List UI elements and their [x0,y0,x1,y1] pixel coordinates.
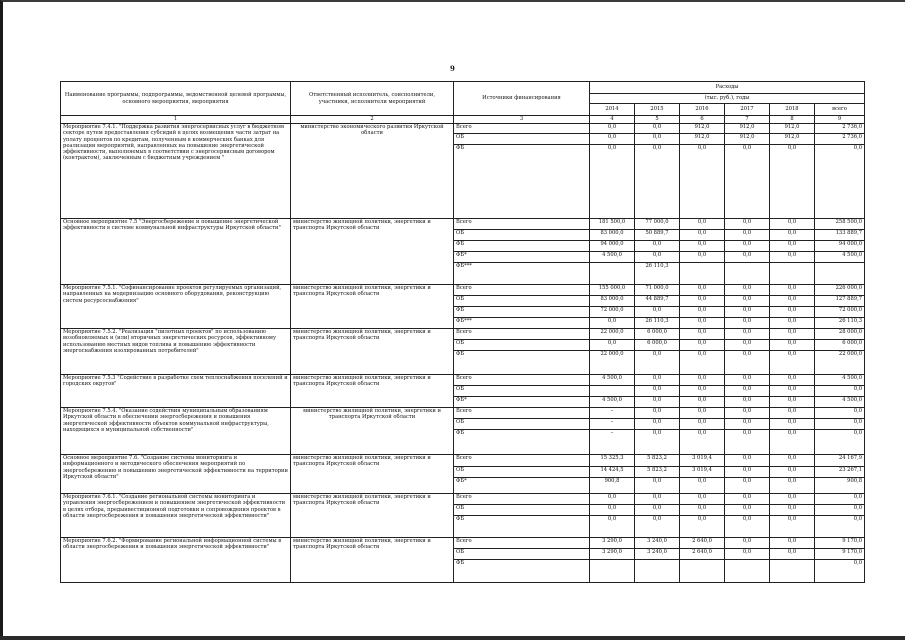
amount-cell: 0,0 [635,145,680,219]
amount-cell [725,560,770,583]
page-number: 9 [450,64,455,73]
funding-source: ФБ* [454,397,590,408]
amount-total: 72 000,0 [815,307,865,318]
amount-cell: 4 500,0 [590,397,635,408]
funding-source: ОБ [454,230,590,241]
amount-cell: 3 290,0 [590,549,635,560]
amount-cell: 0,0 [770,494,815,505]
funding-source: Всего [454,375,590,386]
header-year: 2017 [725,104,770,116]
amount-cell: 3 019,4 [680,467,725,478]
amount-cell: 0,0 [590,516,635,538]
amount-total: 0,0 [815,560,865,583]
responsible-executor: министерство жилищной политики, энергетики и транспорта Иркутской области [291,538,454,583]
amount-cell: 0,0 [725,455,770,467]
amount-cell: 0,0 [635,241,680,252]
header-units: (тыс. руб.), годы [590,94,865,104]
funding-source: ФБ* [454,478,590,494]
measure-name: Мероприятие 7.5.4. "Оказание содействия муниципальным образованиям Иркутской области в обеспечении энергосбережения и повышения энергетической эффективности объектов коммунальной инфраструктуры, находящихся в муниципальной собственности" [61,408,291,455]
column-index: 5 [635,116,680,124]
amount-cell: 0,0 [770,549,815,560]
amount-cell: 50 889,7 [635,230,680,241]
amount-cell: 0,0 [725,478,770,494]
amount-cell: 181 500,0 [590,219,635,230]
amount-cell: 0,0 [680,219,725,230]
amount-cell: 900,8 [590,478,635,494]
column-index: 7 [725,116,770,124]
amount-cell: 0,0 [680,252,725,263]
funding-source: ОБ [454,386,590,397]
responsible-executor: министерство экономического развития Иркутской области [291,124,454,219]
amount-cell: 0,0 [680,145,725,219]
header-year: 2018 [770,104,815,116]
amount-cell: 94 000,0 [590,241,635,252]
amount-cell: 0,0 [770,505,815,516]
amount-cell: 0,0 [590,124,635,134]
measure-name: Мероприятие 7.6.2. "Формирование региональной информационной системы в области энергосбережения и повышения энергетической эффективности" [61,538,291,583]
amount-cell: 0,0 [770,285,815,296]
funding-source: ОБ [454,505,590,516]
amount-total: 0,0 [815,145,865,219]
amount-cell: 0,0 [725,397,770,408]
amount-total: 24 167,9 [815,455,865,467]
table-body [61,124,865,583]
amount-cell: 0,0 [770,516,815,538]
amount-cell: 0,0 [635,375,680,386]
amount-cell: 0,0 [770,455,815,467]
amount-cell: 0,0 [725,340,770,351]
column-index: 3 [454,116,590,124]
amount-cell: 0,0 [680,505,725,516]
amount-cell: 3 019,4 [680,455,725,467]
amount-cell: 15 325,3 [590,455,635,467]
amount-cell: 912,0 [725,124,770,134]
column-index: 4 [590,116,635,124]
amount-cell: 0,0 [635,134,680,145]
header-responsible: Ответственный исполнитель, соисполнители, участники, исполнители мероприятий [291,82,454,116]
amount-cell: 0,0 [725,430,770,455]
funding-source: ОБ [454,340,590,351]
responsible-executor: министерство жилищной политики, энергетики и транспорта Иркутской области [291,375,454,408]
amount-cell: 0,0 [770,296,815,307]
amount-cell: 4 500,0 [590,375,635,386]
table-row [61,285,865,296]
amount-cell: 0,0 [770,419,815,430]
amount-total: 0,0 [815,430,865,455]
funding-source: ФБ [454,145,590,219]
amount-cell: 0,0 [680,318,725,329]
amount-cell: 0,0 [680,430,725,455]
amount-cell: 912,0 [680,124,725,134]
amount-cell: 0,0 [680,397,725,408]
amount-cell: 0,0 [635,494,680,505]
amount-total: 4 500,0 [815,397,865,408]
measure-name: Мероприятие 7.5.1. "Софинансирование проектов регулируемых организаций, направленных на модернизацию основного оборудования, реконструкцию систем ресурсоснабжения" [61,285,291,329]
amount-cell: 0,0 [725,296,770,307]
amount-cell: 0,0 [635,124,680,134]
amount-cell: 0,0 [680,494,725,505]
funding-source: Всего [454,494,590,505]
amount-cell: 0,0 [680,285,725,296]
amount-cell: 0,0 [725,252,770,263]
responsible-executor: министерство жилищной политики, энергетики и транспорта Иркутской области [291,408,454,455]
amount-total: 94 000,0 [815,241,865,252]
amount-cell: 0,0 [635,516,680,538]
table-row [61,124,865,134]
amount-cell: 0,0 [635,430,680,455]
amount-cell: 0,0 [770,145,815,219]
amount-cell: 0,0 [770,375,815,386]
funding-source: ФБ*** [454,263,590,285]
amount-cell: 0,0 [635,478,680,494]
amount-cell: 0,0 [590,494,635,505]
amount-cell: 0,0 [770,397,815,408]
amount-cell: 0,0 [725,467,770,478]
column-index: 9 [815,116,865,124]
amount-cell: 0,0 [725,351,770,375]
amount-cell: 83 000,0 [590,296,635,307]
responsible-executor: министерство жилищной политики, энергетики и транспорта Иркутской области [291,285,454,329]
amount-cell: 0,0 [590,505,635,516]
amount-cell [770,263,815,285]
amount-cell: 0,0 [770,386,815,397]
amount-cell: 0,0 [770,241,815,252]
amount-cell: 0,0 [770,329,815,340]
amount-cell: 0,0 [635,307,680,318]
funding-source: Всего [454,408,590,419]
amount-cell [635,560,680,583]
amount-cell [770,560,815,583]
amount-cell: 0,0 [680,351,725,375]
header-year: 2016 [680,104,725,116]
amount-cell: 0,0 [770,430,815,455]
funding-source: ФБ [454,241,590,252]
amount-cell: 0,0 [680,478,725,494]
amount-total: 6 000,0 [815,340,865,351]
amount-cell: 0,0 [635,397,680,408]
funding-source: Всего [454,538,590,549]
funding-source: ФБ [454,516,590,538]
amount-cell: 0,0 [635,505,680,516]
financing-table [60,81,865,583]
amount-cell: 4 500,0 [590,252,635,263]
amount-total: 258 500,0 [815,219,865,230]
amount-total: 127 889,7 [815,296,865,307]
amount-cell: 0,0 [680,241,725,252]
amount-cell: 0,0 [725,230,770,241]
amount-cell: 26 110,3 [635,318,680,329]
funding-source: ОБ [454,134,590,145]
amount-cell: 0,0 [680,375,725,386]
funding-source: ОБ [454,419,590,430]
measure-name: Основное мероприятие 7.5 "Энергосбережение и повышение энергетической эффективности в системе коммунальной инфраструктуры Иркутской области" [61,219,291,285]
amount-total: 23 267,1 [815,467,865,478]
amount-total: 26 110,3 [815,318,865,329]
amount-total: 0,0 [815,419,865,430]
amount-total: 2 736,0 [815,124,865,134]
amount-cell: 3 240,0 [635,538,680,549]
measure-name: Мероприятие 7.4.1. "Поддержка развития энергосервисных услуг в бюджетном секторе путем предоставления субсидий в целях возмещения части затрат на уплату процентов по кредитам, полученным в коммерческих банках для реализации мероприятий, направленных на повышение энергетической эффективности, выполняемых в соответствии с энергосервисным договором (контрактом), заключенным с бюджетным учреждением " [61,124,291,219]
amount-cell: 0,0 [635,252,680,263]
amount-cell: 0,0 [770,219,815,230]
amount-cell: 22 000,0 [590,329,635,340]
amount-cell: 0,0 [725,329,770,340]
amount-cell [680,263,725,285]
table-row [61,538,865,549]
amount-cell: 0,0 [770,340,815,351]
amount-total: 2 736,0 [815,134,865,145]
amount-cell: 0,0 [770,307,815,318]
measure-name: Основное мероприятие 7.6. "Создание системы мониторинга и информационного и методического обеспечения мероприятий по энергосбережению и повышению энергетической эффективности на территории Иркутской области" [61,455,291,494]
measure-name: Мероприятие 7.5.3 "Содействие в разработке схем теплоснабжения поселений и городских округов" [61,375,291,408]
header-year: 2014 [590,104,635,116]
amount-cell: 0,0 [635,386,680,397]
amount-cell: 0,0 [725,419,770,430]
amount-cell: 0,0 [770,252,815,263]
amount-total: 4 500,0 [815,252,865,263]
responsible-executor: министерство жилищной политики, энергетики и транспорта Иркутской области [291,219,454,285]
funding-source: Всего [454,285,590,296]
column-index: 2 [291,116,454,124]
amount-cell [590,263,635,285]
amount-cell: 3 240,0 [635,549,680,560]
amount-cell: 6 000,0 [635,340,680,351]
funding-source: ОБ [454,296,590,307]
header-year: 2015 [635,104,680,116]
amount-cell [590,386,635,397]
amount-cell: 0,0 [680,516,725,538]
funding-source: ФБ [454,307,590,318]
amount-cell: 0,0 [725,241,770,252]
amount-cell: 0,0 [590,318,635,329]
amount-total: 900,8 [815,478,865,494]
amount-cell: 2 640,0 [680,549,725,560]
amount-total: 0,0 [815,516,865,538]
funding-source: ФБ [454,560,590,583]
amount-cell: 0,0 [770,318,815,329]
amount-cell: 0,0 [725,494,770,505]
responsible-executor: министерство жилищной политики, энергетики и транспорта Иркутской области [291,494,454,538]
amount-cell: 44 889,7 [635,296,680,307]
amount-cell: 2 640,0 [680,538,725,549]
amount-cell: 0,0 [725,375,770,386]
table-row [61,408,865,419]
amount-cell: 5 823,2 [635,455,680,467]
table-row [61,455,865,467]
amount-total: 0,0 [815,408,865,419]
amount-total: 4 500,0 [815,375,865,386]
header-name: Наименование программы, подпрограммы, ведомственной целевой программы, основного мероприятия, мероприятия [61,82,291,116]
amount-cell: 0,0 [635,408,680,419]
amount-cell: 0,0 [770,230,815,241]
column-index: 1 [61,116,291,124]
amount-cell: 5 823,2 [635,467,680,478]
amount-cell: 0,0 [590,134,635,145]
measure-name: Мероприятие 7.6.1. "Создание региональной системы мониторинга и управления энергосбережением и повышением энергетической эффективности в целях отбора, предынвестиционной подготовки и сопровождения проектов в области энергосбережения и повышения энергетической эффективности" [61,494,291,538]
funding-source: Всего [454,455,590,467]
amount-cell: 0,0 [725,549,770,560]
amount-cell: 912,0 [725,134,770,145]
amount-cell: 0,0 [770,467,815,478]
amount-cell [725,263,770,285]
amount-cell: 22 000,0 [590,351,635,375]
amount-cell: 0,0 [680,408,725,419]
amount-cell: 0,0 [770,538,815,549]
amount-cell: 0,0 [680,329,725,340]
amount-cell: 912,0 [770,134,815,145]
responsible-executor: министерство жилищной политики, энергетики и транспорта Иркутской области [291,455,454,494]
amount-cell: 0,0 [770,351,815,375]
amount-cell: 72 000,0 [590,307,635,318]
amount-cell: 0,0 [770,478,815,494]
amount-cell: 0,0 [680,386,725,397]
amount-cell: 0,0 [725,386,770,397]
funding-source: Всего [454,219,590,230]
amount-total: 28 000,0 [815,329,865,340]
amount-cell: 77 000,0 [635,219,680,230]
scan-bottom-edge [0,636,905,640]
amount-total: 226 000,0 [815,285,865,296]
table-row [61,329,865,340]
amount-cell: 0,0 [725,538,770,549]
funding-source: ФБ [454,351,590,375]
amount-cell: 0,0 [590,340,635,351]
amount-cell: 0,0 [725,516,770,538]
amount-total [815,263,865,285]
amount-cell: 0,0 [680,419,725,430]
amount-total: 133 889,7 [815,230,865,241]
funding-source: Всего [454,329,590,340]
amount-cell: 0,0 [725,219,770,230]
amount-cell: 0,0 [635,419,680,430]
funding-source: ФБ*** [454,318,590,329]
amount-cell: 0,0 [635,351,680,375]
amount-cell: 71 000,0 [635,285,680,296]
amount-cell: 912,0 [680,134,725,145]
measure-name: Мероприятие 7.5.2. "Реализация "пилотных проектов" по использованию возобновляемых и (или) вторичных энергетических ресурсов, эффективному использованию местных видов топлива и повышению эффективности энергоснабжения изолированных потребителей" [61,329,291,375]
amount-cell: 26 110,3 [635,263,680,285]
table-row [61,375,865,386]
amount-cell [590,560,635,583]
amount-cell: 14 424,5 [590,467,635,478]
amount-cell: 83 000,0 [590,230,635,241]
table-row [61,494,865,505]
amount-cell: 0,0 [725,505,770,516]
amount-cell: 0,0 [725,285,770,296]
amount-cell: 0,0 [770,408,815,419]
amount-total: 9 170,0 [815,538,865,549]
header-expenses: Расходы [590,82,865,94]
amount-cell: 912,0 [770,124,815,134]
amount-total: 9 170,0 [815,549,865,560]
amount-total: 0,0 [815,386,865,397]
amount-total: 0,0 [815,494,865,505]
header-source: Источники финансирования [454,82,590,116]
amount-cell: 0,0 [590,145,635,219]
amount-cell [680,560,725,583]
funding-source: ФБ [454,430,590,455]
amount-cell: 0,0 [680,307,725,318]
amount-total: 22 000,0 [815,351,865,375]
amount-total: 0,0 [815,505,865,516]
funding-source: ОБ [454,549,590,560]
amount-cell: 0,0 [680,296,725,307]
amount-cell: 6 000,0 [635,329,680,340]
table-row [61,219,865,230]
amount-cell: 0,0 [725,145,770,219]
amount-cell: 0,0 [680,230,725,241]
amount-cell: 3 290,0 [590,538,635,549]
funding-source: ФБ* [454,252,590,263]
responsible-executor: министерство жилищной политики, энергетики и транспорта Иркутской области [291,329,454,375]
funding-source: ОБ [454,467,590,478]
amount-cell: 0,0 [680,340,725,351]
amount-cell: – [590,408,635,419]
column-index: 8 [770,116,815,124]
amount-cell: – [590,430,635,455]
amount-cell: – [590,419,635,430]
column-index: 6 [680,116,725,124]
amount-cell: 0,0 [725,318,770,329]
header-total: всего [815,104,865,116]
amount-cell: 0,0 [725,307,770,318]
amount-cell: 0,0 [725,408,770,419]
amount-cell: 155 000,0 [590,285,635,296]
funding-source: Всего [454,124,590,134]
